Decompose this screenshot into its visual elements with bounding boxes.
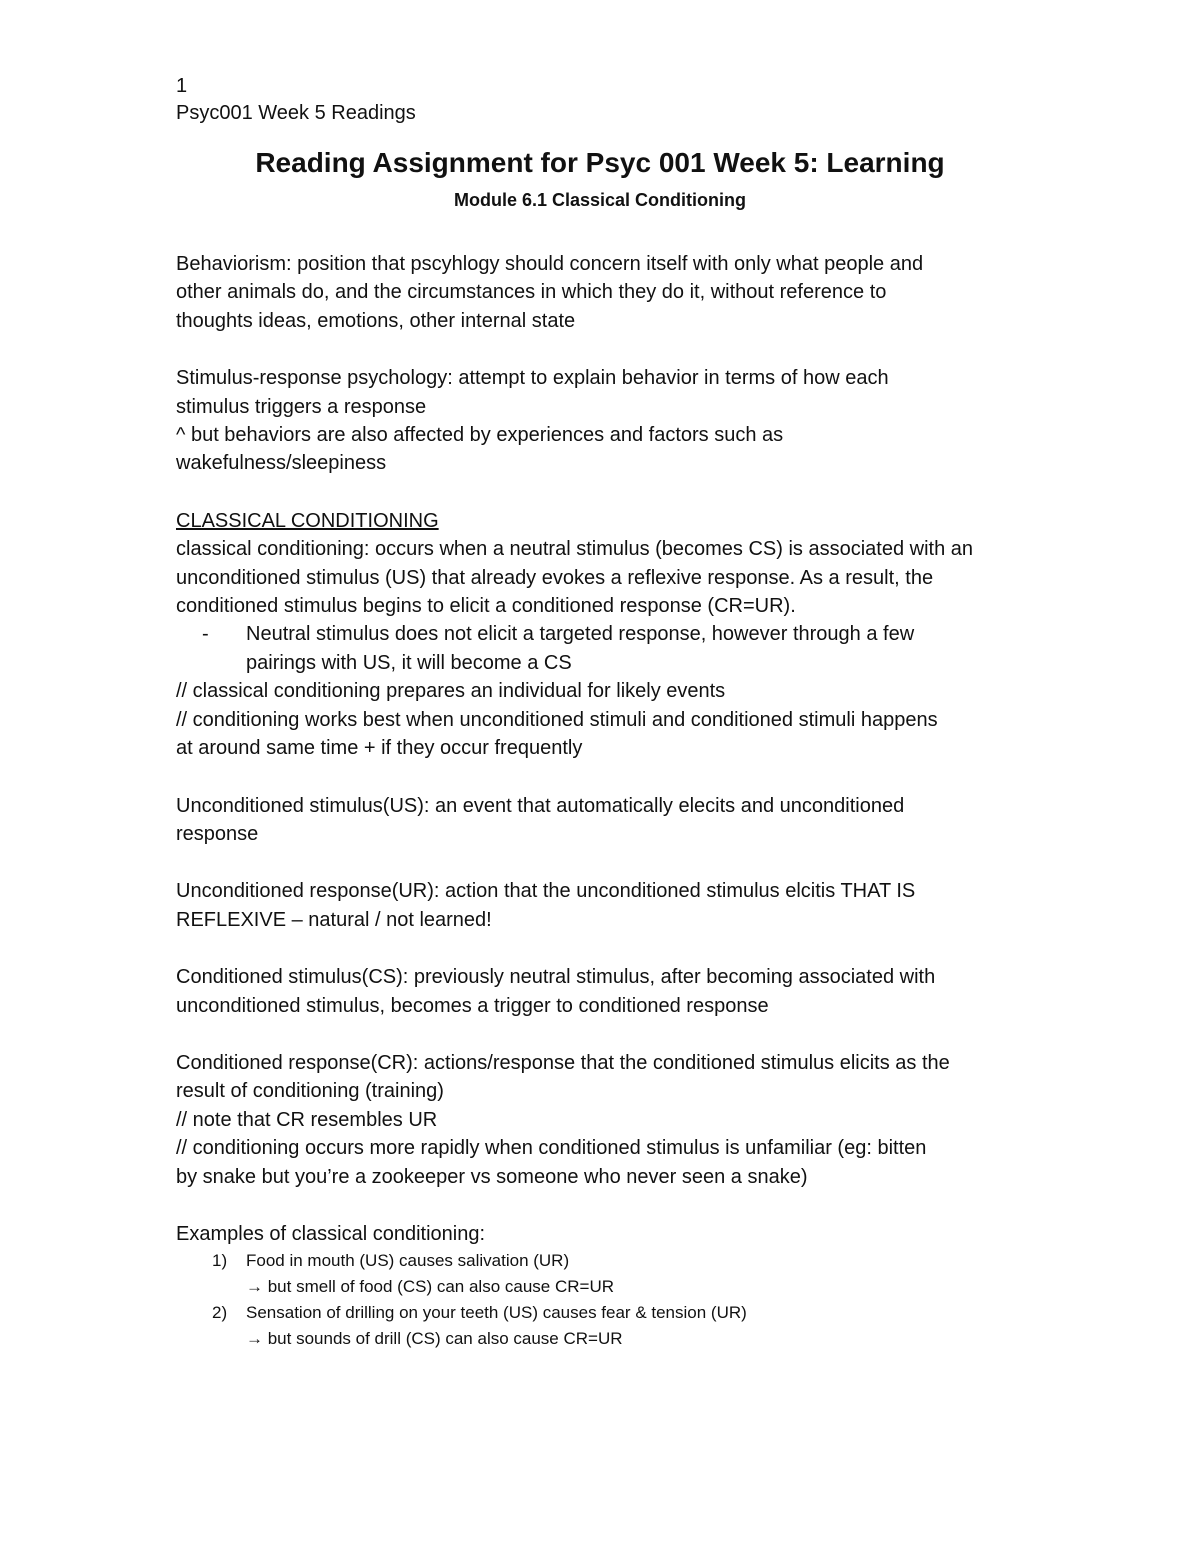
text-line: Stimulus-response psychology: attempt to explain behavior in terms of how each bbox=[176, 367, 889, 390]
text-line: Neutral stimulus does not elicit a targeted response, however through a few bbox=[246, 623, 915, 646]
text-line: thoughts ideas, emotions, other internal state bbox=[176, 309, 576, 332]
list-number: 2) bbox=[212, 1303, 228, 1323]
list-subitem: → but sounds of drill (CS) can also cause CR=UR bbox=[246, 1329, 623, 1349]
text-line: Conditioned response(CR): actions/response that the conditioned stimulus elicits as the bbox=[176, 1051, 950, 1074]
running-header: Psyc001 Week 5 Readings bbox=[176, 102, 416, 124]
text-line: // conditioning occurs more rapidly when conditioned stimulus is unfamiliar (eg: bitten bbox=[176, 1137, 927, 1160]
page-number: 1 bbox=[176, 75, 188, 97]
classical-conditioning-section bbox=[176, 507, 1036, 763]
cr-definition bbox=[176, 1049, 1036, 1191]
text-line: // classical conditioning prepares an individual for likely events bbox=[176, 680, 726, 703]
text-line: at around same time + if they occur frequently bbox=[176, 737, 583, 760]
examples-heading: Examples of classical conditioning: bbox=[176, 1222, 486, 1245]
bullet-item bbox=[176, 620, 1036, 677]
text-line: // note that CR resembles UR bbox=[176, 1108, 438, 1131]
example-list bbox=[176, 1248, 1036, 1352]
text-line: other animals do, and the circumstances in which they do it, without reference to bbox=[176, 281, 887, 304]
document-title: Reading Assignment for Psyc 001 Week 5: Learning bbox=[255, 147, 945, 178]
list-item-text: Sensation of drilling on your teeth (US) causes fear & tension (UR) bbox=[246, 1303, 747, 1323]
text-line: Conditioned stimulus(CS): previously neutral stimulus, after becoming associated with bbox=[176, 966, 936, 989]
cs-definition bbox=[176, 963, 1036, 1020]
text-line: stimulus triggers a response bbox=[176, 395, 427, 418]
text-line: Behaviorism: position that pscyhlogy should concern itself with only what people and bbox=[176, 253, 924, 275]
text-line: unconditioned stimulus, becomes a trigger to conditioned response bbox=[176, 994, 769, 1017]
behaviorism-paragraph bbox=[176, 250, 1036, 335]
us-definition bbox=[176, 792, 1036, 849]
text-line: unconditioned stimulus (US) that already evokes a reflexive response. As a result, the bbox=[176, 566, 934, 589]
text-line: by snake but you’re a zookeeper vs someone who never seen a snake) bbox=[176, 1165, 808, 1188]
module-subtitle: Module 6.1 Classical Conditioning bbox=[453, 190, 747, 210]
text-line: ^ but behaviors are also affected by experiences and factors such as bbox=[176, 424, 784, 447]
text-line: Unconditioned response(UR): action that the unconditioned stimulus elcitis THAT IS bbox=[176, 880, 916, 903]
ur-definition bbox=[176, 877, 1036, 934]
stimulus-response-paragraph bbox=[176, 364, 1036, 478]
list-subitem: → but smell of food (CS) can also cause CR=UR bbox=[246, 1277, 615, 1297]
list-item-text: Food in mouth (US) causes salivation (UR) bbox=[246, 1251, 570, 1271]
text-line: conditioned stimulus begins to elicit a conditioned response (CR=UR). bbox=[176, 595, 796, 618]
text-line: wakefulness/sleepiness bbox=[176, 452, 387, 475]
text-line: // conditioning works best when unconditioned stimuli and conditioned stimuli happens bbox=[176, 708, 938, 731]
list-number: 1) bbox=[212, 1251, 228, 1271]
text-line: pairings with US, it will become a CS bbox=[246, 651, 572, 674]
examples-section bbox=[176, 1220, 1036, 1352]
text-line: classical conditioning: occurs when a neutral stimulus (becomes CS) is associated with an bbox=[176, 538, 974, 561]
section-heading: CLASSICAL CONDITIONING bbox=[176, 509, 439, 532]
document-body bbox=[176, 250, 1036, 1352]
text-line: response bbox=[176, 822, 259, 845]
list-item bbox=[176, 1300, 1036, 1326]
list-item bbox=[176, 1248, 1036, 1274]
text-line: REFLEXIVE – natural / not learned! bbox=[176, 908, 492, 931]
bullet-dash: - bbox=[202, 623, 209, 646]
text-line: result of conditioning (training) bbox=[176, 1080, 444, 1103]
text-line: Unconditioned stimulus(US): an event that automatically elecits and unconditioned bbox=[176, 794, 905, 817]
